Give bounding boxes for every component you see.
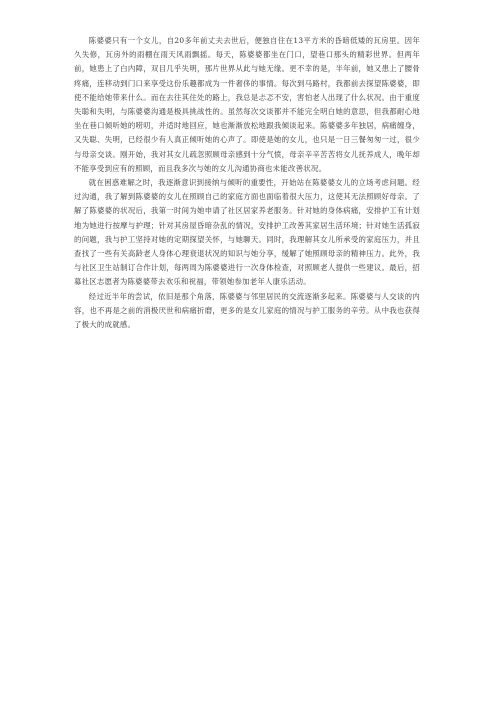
paragraph-1: 陈婆婆只有一个女儿，自20多年前丈夫去世后，便独自住在13平方米的昏暗低矮的瓦房里。因年久失修，瓦房外的雨棚在雨天风雨飘摇。每天，陈婆婆都坐在门口，望巷口那头的精彩世界。但两年前，她患上了白内障，双目几乎失明，那片世界从此与她无缘。更不幸的是，半年前，她又患上了腰骨疼痛，连移动到门口来享受这份乐趣都成为一件奢侈的事情。每次到马路村，我都前去探望陈婆婆，即使不能给她带来什么。而在去往其住处的路上，我总是忐忑不安，害怕老人出现了什么状况。由于重度失聪和失明，与陈婆婆沟通是极具挑战性的。虽然每次交谈都并不能完全明白她的意思，但我都耐心地坐在巷口倾听她的唠叨，并适时地回应，她也渐渐放松地跟我倾谈起来。陈婆婆多年独居，病痛缠身，又失聪、失明，已经很少有人真正倾听她的心声了。即使是她的女儿，也只是一日三餐匆匆一过，很少与母亲交谈。刚开始，我对其女儿疏忽照顾母亲感到十分气愤，母亲辛辛苦苦将女儿抚养成人，晚年却不能享受到应有的照顾，而且我多次与她的女儿沟通协商也未能改善状况。	[74, 36, 420, 173]
paragraph-2: 就在困惑难解之时，我逐渐意识到接纳与倾听的重要性，开始站在陈婆婆女儿的立场考虑问题。经过沟通，我了解到陈婆婆的女儿在照顾自己的家庭方面也面临着很大压力，这使其无法照顾好母亲。了解了陈婆婆的状况后，我第一时间为她申请了社区居家养老服务。针对她的身体病痛，安排护工有计划地为她进行按摩与护理；针对其房屋昏暗杂乱的情况，安排护工改善其家居生活环境；针对她生活孤寂的问题，我与护工坚持对她的定期探望关怀，与她聊天。同时，我理解其女儿所承受的家庭压力，并且查找了一些有关高龄老人身体心理衰退状况的知识与她分享，缓解了她照顾母亲的精神压力。此外，我与社区卫生站制订合作计划，每两周为陈婆婆进行一次身体检查，对照顾老人提供一些建议。最后，招募社区志愿者为陈婆婆带去欢乐和祝福，带领她参加老年人康乐活动。	[74, 178, 420, 287]
paragraph-3: 经过近半年的尝试，依旧是那个角落，陈婆婆与邻里居民的交流逐渐多起来。陈婆婆与人交谈的内容，也不再是之前的消极厌世和病痛折磨，更多的是女儿家庭的情况与护工服务的辛劳。从中我也获得了极大的成就感。	[74, 291, 420, 330]
article-body	[74, 34, 420, 332]
